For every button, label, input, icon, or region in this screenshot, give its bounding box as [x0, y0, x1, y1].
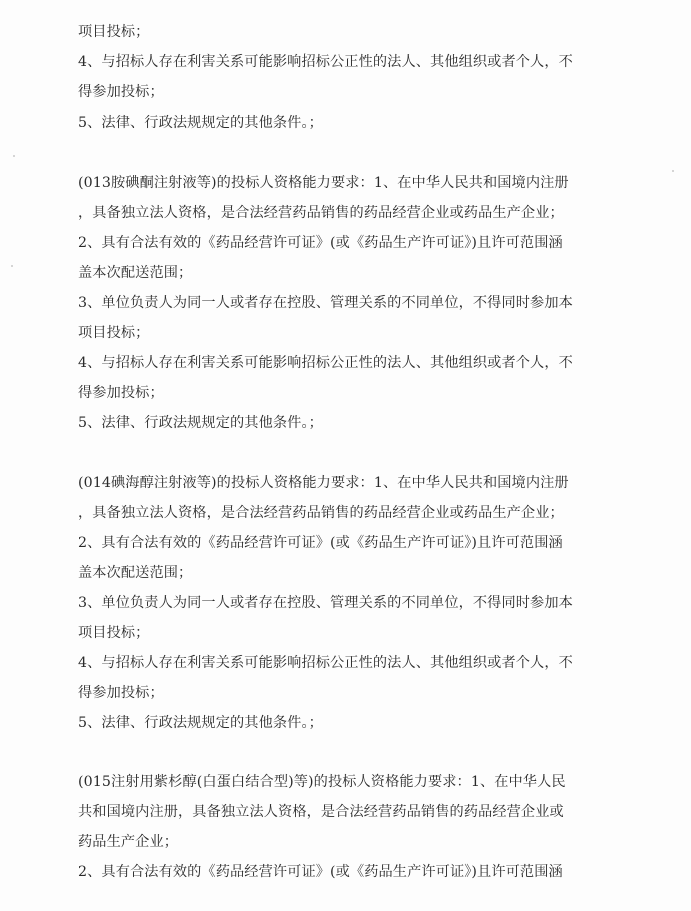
text-line: 2、具有合法有效的《药品经营许可证》(或《药品生产许可证》)且许可范围涵	[78, 864, 563, 880]
text-line: 得参加投标；	[78, 385, 164, 401]
text-line: 3、单位负责人为同一人或者存在控股、管理关系的不同单位，不得同时参加本	[78, 595, 573, 611]
text-line: (015注射用紫杉醇(白蛋白结合型)等)的投标人资格能力要求：1、在中华人民	[78, 774, 566, 790]
text-line: 2、具有合法有效的《药品经营许可证》(或《药品生产许可证》)且许可范围涵	[78, 535, 563, 551]
text-line: 项目投标；	[78, 325, 150, 341]
text-line: 4、与招标人存在利害关系可能影响招标公正性的法人、其他组织或者个人，不	[78, 655, 573, 671]
text-line: 项目投标；	[78, 24, 150, 40]
text-line: 药品生产企业；	[78, 834, 179, 850]
text-line: ，具备独立法人资格，是合法经营药品销售的药品经营企业或药品生产企业；	[78, 205, 564, 221]
text-line: 2、具有合法有效的《药品经营许可证》(或《药品生产许可证》)且许可范围涵	[78, 235, 563, 251]
text-line: 5、法律、行政法规规定的其他条件。；	[78, 115, 323, 131]
text-line: 4、与招标人存在利害关系可能影响招标公正性的法人、其他组织或者个人，不	[78, 355, 573, 371]
text-line: 4、与招标人存在利害关系可能影响招标公正性的法人、其他组织或者个人，不	[78, 54, 573, 70]
text-line: 得参加投标；	[78, 84, 164, 100]
scan-speck	[672, 170, 674, 172]
text-line: ，具备独立法人资格，是合法经营药品销售的药品经营企业或药品生产企业；	[78, 505, 564, 521]
text-line: 3、单位负责人为同一人或者存在控股、管理关系的不同单位，不得同时参加本	[78, 295, 573, 311]
text-line: 盖本次配送范围；	[78, 265, 193, 281]
text-line: (014碘海醇注射液等)的投标人资格能力要求：1、在中华人民共和国境内注册	[78, 475, 569, 491]
text-line: 5、法律、行政法规规定的其他条件。；	[78, 415, 323, 431]
text-line: 盖本次配送范围；	[78, 565, 193, 581]
text-line: 得参加投标；	[78, 685, 164, 701]
text-line: 共和国境内注册，具备独立法人资格，是合法经营药品销售的药品经营企业或	[78, 804, 564, 820]
scan-speck	[11, 265, 13, 267]
text-line: 5、法律、行政法规规定的其他条件。；	[78, 715, 323, 731]
text-line: (013胺碘酮注射液等)的投标人资格能力要求：1、在中华人民共和国境内注册	[78, 175, 569, 191]
scan-speck	[13, 155, 15, 157]
text-line: 项目投标；	[78, 625, 150, 641]
